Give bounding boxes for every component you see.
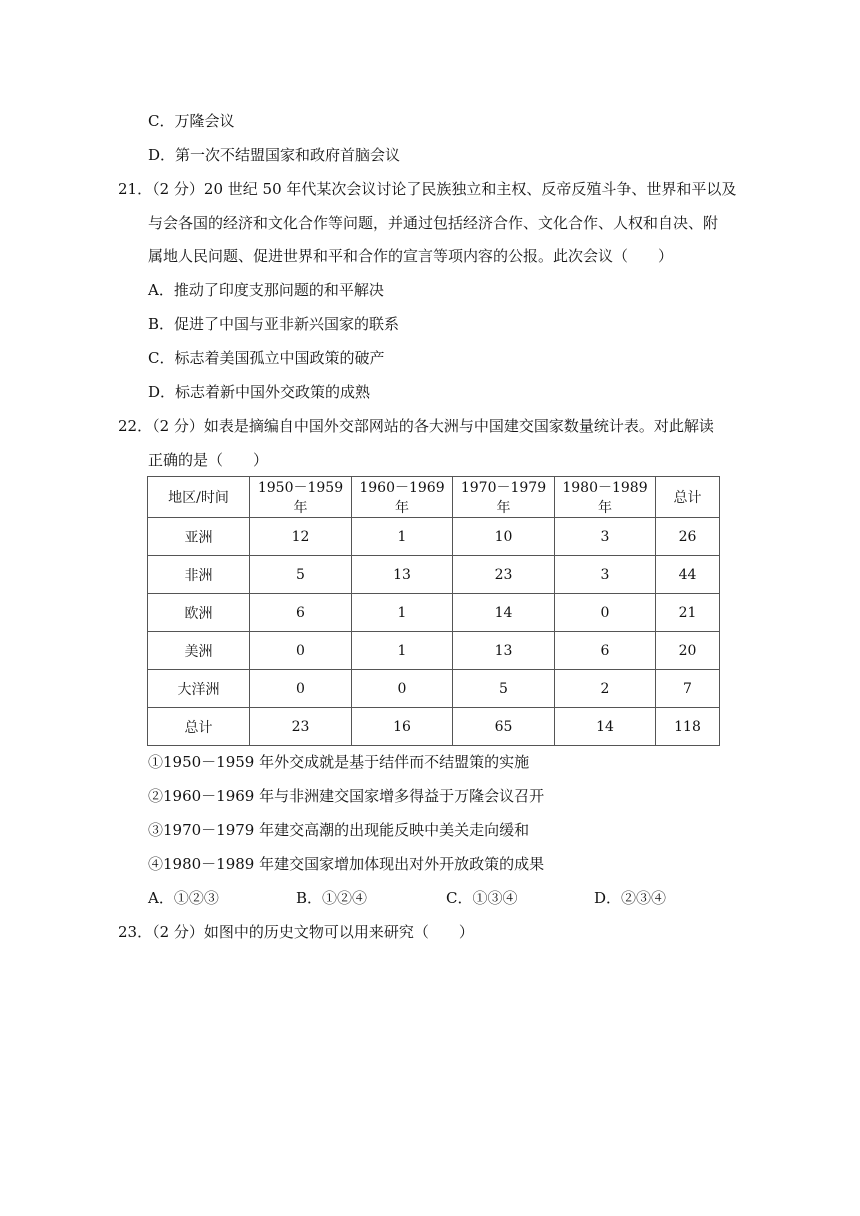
table-header-row (148, 477, 720, 518)
q22-stem-line-1: 22．（2 分）如表是摘编自中国外交部网站的各大洲与中国建交国家数量统计表。对此解读 (118, 417, 714, 435)
table-row (148, 518, 720, 556)
table-cell: 13 (453, 632, 555, 670)
table-cell: 14 (555, 708, 656, 746)
q21-option-a: A．推动了印度支那问题的和平解决 (148, 281, 384, 299)
table-cell: 1 (352, 518, 453, 556)
table-cell: 13 (352, 556, 453, 594)
table-cell: 6 (555, 632, 656, 670)
table-cell: 总计 (148, 708, 250, 746)
q20-option-c: C．万隆会议 (148, 112, 235, 130)
q22-stem-line-2: 正确的是（ ） (148, 451, 269, 469)
q21-option-d: D．标志着新中国外交政策的成熟 (148, 383, 371, 401)
q22-statement-3: ③1970－1979 年建交高潮的出现能反映中美关走向缓和 (148, 821, 530, 839)
table-header-cell: 1950－1959 年 (250, 477, 352, 518)
table-cell: 12 (250, 518, 352, 556)
q22-statement-4: ④1980－1989 年建交国家增加体现出对外开放政策的成果 (148, 855, 545, 873)
q22-answer-c: C．①③④ (446, 889, 518, 907)
diplomacy-stats-table (147, 476, 720, 746)
table-header-cell: 地区/时间 (148, 477, 250, 518)
q22-answer-a: A．①②③ (148, 889, 219, 907)
table-cell: 欧洲 (148, 594, 250, 632)
table-cell: 26 (656, 518, 720, 556)
q22-answer-b: B．①②④ (296, 889, 368, 907)
q21-option-b: B．促进了中国与亚非新兴国家的联系 (148, 315, 400, 333)
table-cell: 大洋洲 (148, 670, 250, 708)
table-cell: 21 (656, 594, 720, 632)
table-row (148, 556, 720, 594)
q21-stem-line-1: 21．（2 分）20 世纪 50 年代某次会议讨论了民族独立和主权、反帝反殖斗争、世界和平以及 (118, 180, 737, 198)
table-cell: 7 (656, 670, 720, 708)
table-header-cell: 1970－1979 年 (453, 477, 555, 518)
q20-option-d: D．第一次不结盟国家和政府首脑会议 (148, 146, 401, 164)
q22-answer-d: D．②③④ (594, 889, 667, 907)
q21-stem-line-2: 与会各国的经济和文化合作等问题，并通过包括经济合作、文化合作、人权和自决、附 (148, 214, 719, 232)
table-cell: 16 (352, 708, 453, 746)
table-cell: 44 (656, 556, 720, 594)
table-cell: 3 (555, 556, 656, 594)
table-cell: 23 (250, 708, 352, 746)
table-cell: 6 (250, 594, 352, 632)
table-header-cell: 1980－1989 年 (555, 477, 656, 518)
table-cell: 10 (453, 518, 555, 556)
table-row (148, 708, 720, 746)
table-header-cell: 1960－1969 年 (352, 477, 453, 518)
table-cell: 1 (352, 594, 453, 632)
table-cell: 3 (555, 518, 656, 556)
table-cell: 亚洲 (148, 518, 250, 556)
table-cell: 0 (250, 670, 352, 708)
table-cell: 1 (352, 632, 453, 670)
table-cell: 23 (453, 556, 555, 594)
table-cell: 0 (555, 594, 656, 632)
table-cell: 65 (453, 708, 555, 746)
table-cell: 0 (250, 632, 352, 670)
table-cell: 非洲 (148, 556, 250, 594)
table-cell: 2 (555, 670, 656, 708)
table-cell: 美洲 (148, 632, 250, 670)
q22-statement-2: ②1960－1969 年与非洲建交国家增多得益于万隆会议召开 (148, 787, 545, 805)
table-cell: 5 (453, 670, 555, 708)
table-cell: 5 (250, 556, 352, 594)
q23-stem: 23．（2 分）如图中的历史文物可以用来研究（ ） (118, 923, 474, 941)
table-row (148, 670, 720, 708)
q21-stem-line-3: 属地人民问题、促进世界和平和合作的宣言等项内容的公报。此次会议（ ） (148, 247, 674, 265)
table-cell: 20 (656, 632, 720, 670)
table-cell: 0 (352, 670, 453, 708)
table-cell: 14 (453, 594, 555, 632)
q21-option-c: C．标志着美国孤立中国政策的破产 (148, 349, 385, 367)
table-row (148, 632, 720, 670)
table-cell: 118 (656, 708, 720, 746)
q22-statement-1: ①1950－1959 年外交成就是基于结伴而不结盟策的实施 (148, 753, 530, 771)
table-row (148, 594, 720, 632)
table-header-cell: 总计 (656, 477, 720, 518)
